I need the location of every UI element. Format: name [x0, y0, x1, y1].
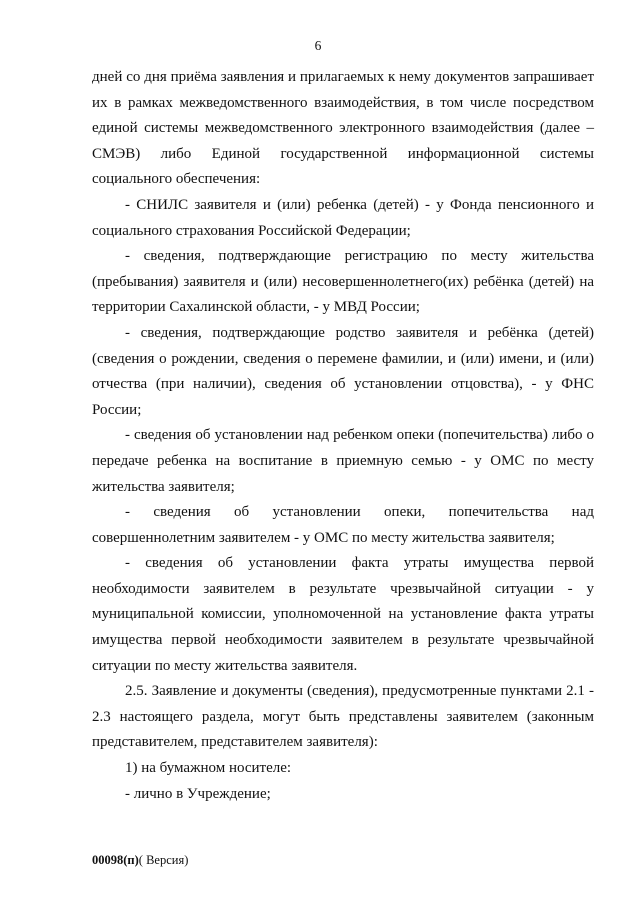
paragraph-section-2-5: 2.5. Заявление и документы (сведения), предусмотренные пунктами 2.1 - 2.3 настоящего раздела, могут быть представлены заявителем (законным представителем, представителем заявителя): [92, 683, 594, 751]
document-body [92, 65, 594, 807]
paragraph-snils: - СНИЛС заявителя и (или) ребенка (детей) - у Фонда пенсионного и социального страхования Российской Федерации; [92, 196, 594, 239]
paragraph-property-loss: - сведения об установлении факта утраты имущества первой необходимости заявителем в результате чрезвычайной ситуации - у муниципальной комиссии, уполномоченной на установление факта утраты имущества первой необходимости заявителем в результате чрезвычайной ситуации по месту жительства заявителя. [92, 555, 594, 674]
paragraph-request-continuation: дней со дня приёма заявления и прилагаемых к нему документов запрашивает их в рамках межведомственного взаимодействия, в том числе посредством единой системы межведомственного электронного взаимодействия (далее – СМЭВ) либо Единой государственной информационной системы социального обеспечения: [92, 69, 594, 188]
paragraph-guardianship-adult: - сведения об установлении опеки, попечительства над совершеннолетним заявителем - у ОМС по месту жительства заявителя; [92, 504, 594, 546]
paragraph-guardianship-child: - сведения об установлении над ребенком опеки (попечительства) либо о передаче ребенка на воспитание в приемную семью - у ОМС по месту жительства заявителя; [92, 427, 594, 495]
paragraph-in-person: - лично в Учреждение; [125, 785, 271, 802]
paragraph-registration: - сведения, подтверждающие регистрацию по месту жительства (пребывания) заявителя и (или) несовершеннолетнего(их) ребёнка (детей) на территории Сахалинской области, - у МВД России; [92, 248, 594, 316]
document-code: 00098(п) [92, 853, 139, 867]
paragraph-kinship: - сведения, подтверждающие родство заявителя и ребёнка (детей) (сведения о рождении, сведения о перемене фамилии, и (или) имени, и (или) отчества (при наличии), сведения об установлении отцовства), - у ФНС России; [92, 324, 594, 418]
paragraph-paper-medium: 1) на бумажном носителе: [125, 760, 292, 777]
document-version: ( Версия) [138, 853, 189, 867]
document-footer [92, 852, 188, 868]
page-number: 6 [314, 38, 322, 53]
